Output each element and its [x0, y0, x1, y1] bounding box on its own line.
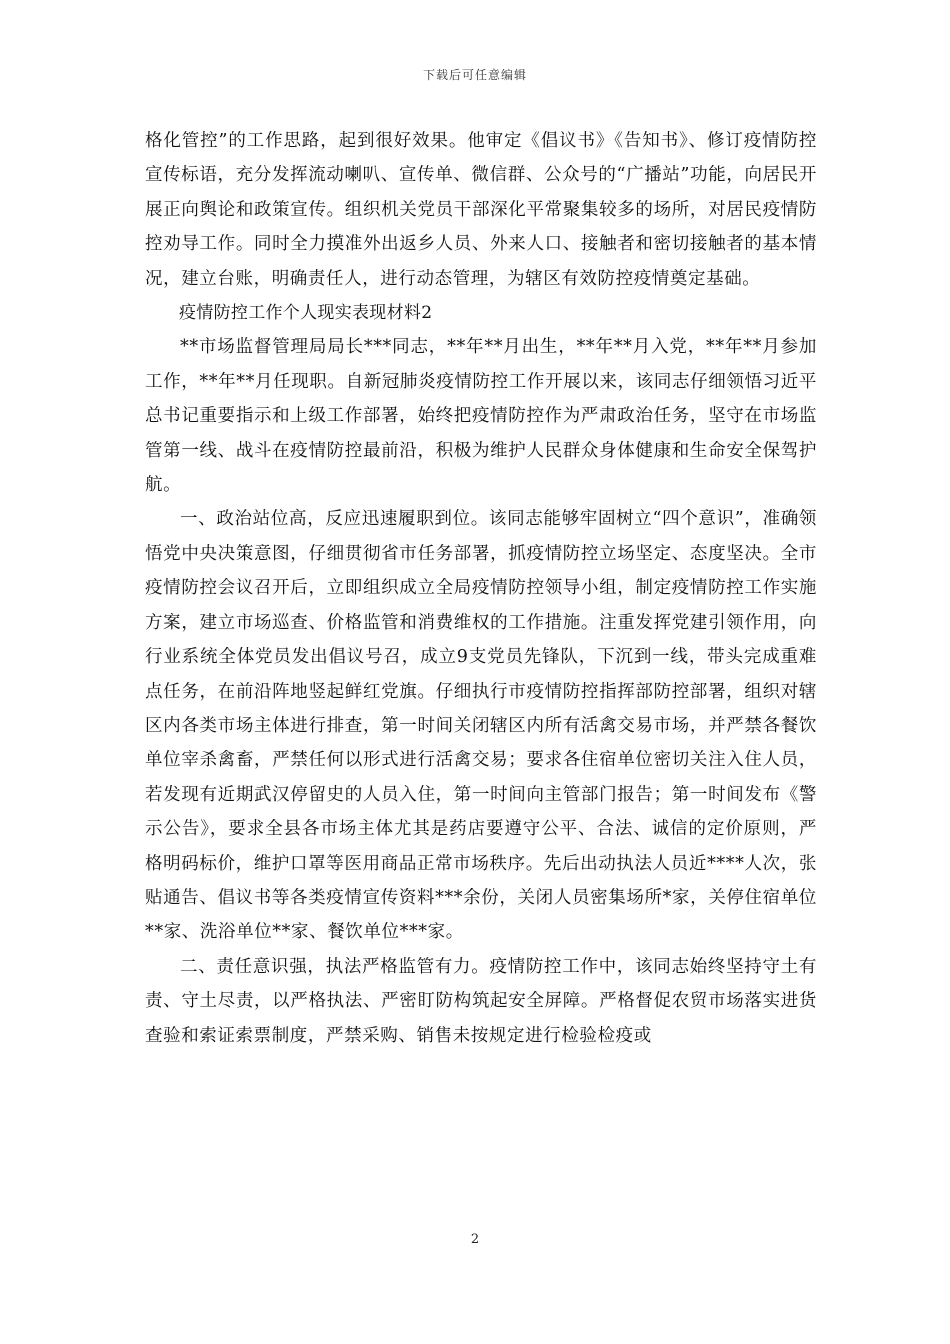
document-body: [145, 124, 817, 1053]
section-title: 疫情防控工作个人现实表现材料2: [179, 303, 433, 324]
page-header: 下载后可任意编辑: [422, 68, 527, 82]
paragraph-2: **市场监督管理局局长***同志，**年**月出生，**年**月入党，**年**月参加工作，**年**月任现职。自新冠肺炎疫情防控工作开展以来，该同志仔细领悟习近平总书记重要指示和上级工作部署，始终把疫情防控作为严肃政治任务，坚守在市场监管第一线、战斗在疫情防控最前沿，积极为维护人民群众身体健康和生命安全保驾护航。: [145, 337, 817, 496]
paragraph-4: 二、责任意识强，执法严格监管有力。疫情防控工作中，该同志始终坚持守土有责、守土尽责，以严格执法、严密盯防构筑起安全屏障。严格督促农贸市场落实进货查验和索证索票制度，严禁采购、销售未按规定进行检验检疫或: [145, 956, 817, 1046]
paragraph-3: 一、政治站位高，反应迅速履职到位。该同志能够牢固树立“四个意识”，准确领悟党中央决策意图，仔细贯彻省市任务部署，抓疫情防控立场坚定、态度坚决。全市疫情防控会议召开后，立即组织成立全局疫情防控领导小组，制定疫情防控工作实施方案，建立市场巡查、价格监管和消费维权的工作措施。注重发挥党建引领作用，向行业系统全体党员发出倡议号召，成立9支党员先锋队，下沉到一线，带头完成重难点任务，在前沿阵地竖起鲜红党旗。仔细执行市疫情防控指挥部防控部署，组织对辖区内各类市场主体进行排查，第一时间关闭辖区内所有活禽交易市场，并严禁各餐饮单位宰杀禽畜，严禁任何以形式进行活禽交易；要求各住宿单位密切关注入住人员，若发现有近期武汉停留史的人员入住，第一时间向主管部门报告；第一时间发布《警示公告》，要求全县各市场主体尤其是药店要遵守公平、合法、诚信的定价原则，严格明码标价，维护口罩等医用商品正常市场秩序。先后出动执法人员近****人次，张贴通告、倡议书等各类疫情宣传资料***余份，关闭人员密集场所*家，关停住宿单位**家、洗浴单位**家、餐饮单位***家。: [145, 509, 817, 943]
page-number: 2: [470, 1232, 480, 1247]
paragraph-1: 格化管控”的工作思路，起到很好效果。他审定《倡议书》《告知书》、修订疫情防控宣传标语，充分发挥流动喇叭、宣传单、微信群、公众号的“广播站”功能，向居民开展正向舆论和政策宣传。组织机关党员干部深化平常聚集较多的场所，对居民疫情防控劝导工作。同时全力摸准外出返乡人员、外来人口、接触者和密切接触者的基本情况，建立台账，明确责任人，进行动态管理，为辖区有效防控疫情奠定基础。: [145, 131, 817, 289]
